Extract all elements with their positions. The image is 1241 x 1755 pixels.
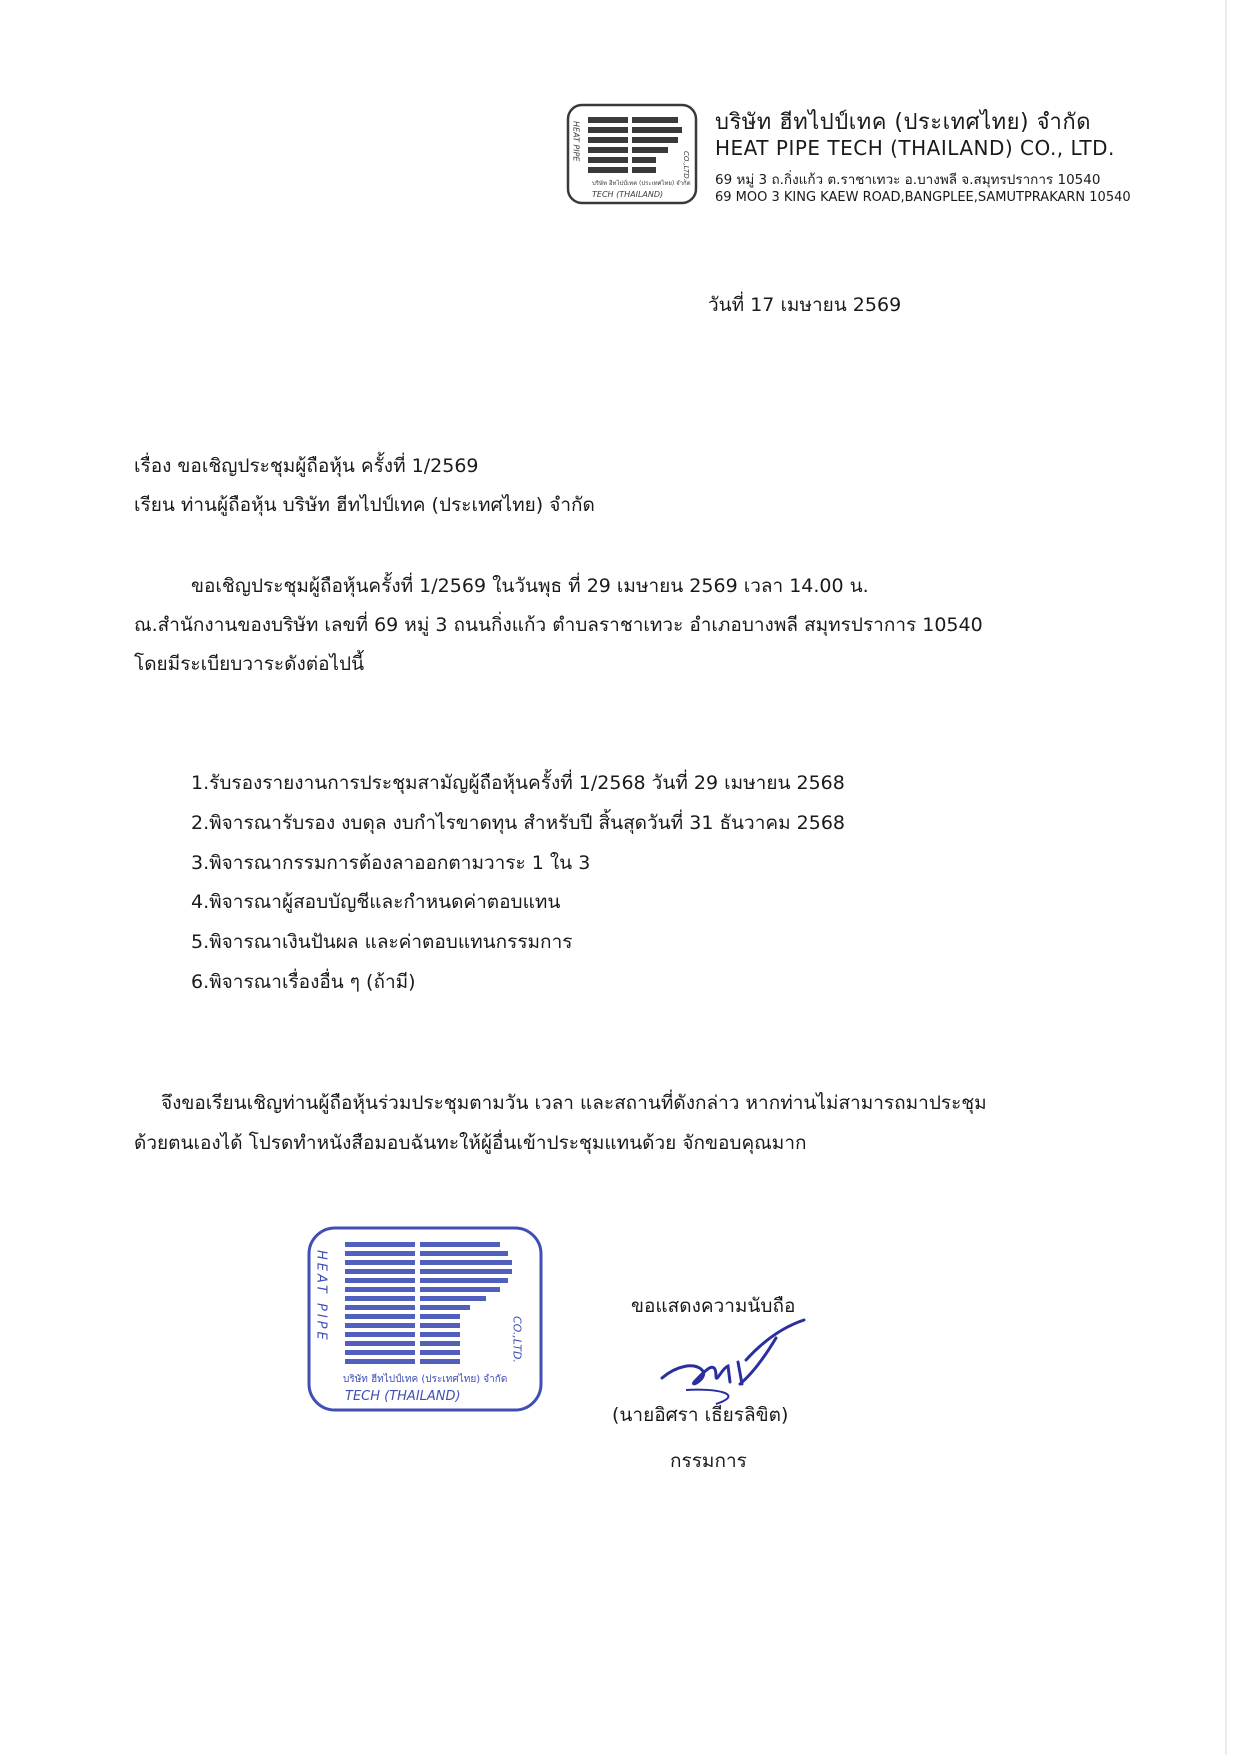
- letter-subject: เรื่อง ขอเชิญประชุมผู้ถือหุ้น ครั้งที่ 1/2569: [134, 455, 479, 477]
- agenda-item: 1.รับรองรายงานการประชุมสามัญผู้ถือหุ้นครั้งที่ 1/2568 วันที่ 29 เมษายน 2568: [191, 772, 845, 794]
- intro-line-2: ณ.สำนักงานของบริษัท เลขที่ 69 หมู่ 3 ถนนกิ่งแก้ว ตำบลราชาเทวะ อำเภอบางพลี สมุทรปราการ 10540: [134, 614, 983, 636]
- svg-text:บริษัท ฮีทไปป์เทค (ประเทศไทย): บริษัท ฮีทไปป์เทค (ประเทศไทย) จำกัด: [343, 1374, 508, 1385]
- closing-regards: ขอแสดงความนับถือ: [631, 1295, 796, 1317]
- company-logo: [562, 99, 702, 213]
- company-name-th: บริษัท ฮีทไปป์เทค (ประเทศไทย) จำกัด: [715, 110, 1091, 135]
- agenda-item: 5.พิจารณาเงินปันผล และค่าตอบแทนกรรมการ: [191, 931, 573, 953]
- closing-line-2: ด้วยตนเองได้ โปรดทำหนังสือมอบฉันทะให้ผู้อื่นเข้าประชุมแทนด้วย จักขอบคุณมาก: [134, 1132, 807, 1154]
- signer-name: (นายอิศรา เธียรลิขิต): [612, 1404, 789, 1426]
- agenda-item: 4.พิจารณาผู้สอบบัญชีและกำหนดค่าตอบแทน: [191, 891, 561, 913]
- svg-text:HEAT PIPE: HEAT PIPE: [313, 1250, 329, 1343]
- svg-text:HEAT PIPE: HEAT PIPE: [571, 121, 581, 162]
- svg-text:CO.,LTD.: CO.,LTD.: [682, 151, 690, 181]
- letter-recipient: เรียน ท่านผู้ถือหุ้น บริษัท ฮีทไปป์เทค (ประเทศไทย) จำกัด: [134, 494, 595, 516]
- intro-line-3: โดยมีระเบียบวาระดังต่อไปนี้: [134, 653, 365, 675]
- intro-line-1: ขอเชิญประชุมผู้ถือหุ้นครั้งที่ 1/2569 ในวันพุธ ที่ 29 เมษายน 2569 เวลา 14.00 น.: [191, 575, 869, 597]
- svg-text:TECH (THAILAND): TECH (THAILAND): [592, 190, 664, 199]
- agenda-item: 3.พิจารณากรรมการต้องลาออกตามวาระ 1 ใน 3: [191, 852, 591, 874]
- signer-title: กรรมการ: [670, 1450, 747, 1472]
- svg-text:TECH (THAILAND): TECH (THAILAND): [345, 1389, 461, 1404]
- company-address-en: 69 MOO 3 KING KAEW ROAD,BANGPLEE,SAMUTPRAKARN 10540: [715, 190, 1131, 205]
- company-name-en: HEAT PIPE TECH (THAILAND) CO., LTD.: [715, 136, 1115, 160]
- agenda-item: 2.พิจารณารับรอง งบดุล งบกำไรขาดทุน สำหรับปี สิ้นสุดวันที่ 31 ธันวาคม 2568: [191, 812, 845, 834]
- page-edge: [1225, 0, 1227, 1755]
- company-stamp: [305, 1224, 545, 1418]
- agenda-item: 6.พิจารณาเรื่องอื่น ๆ (ถ้ามี): [191, 971, 416, 993]
- svg-text:บริษัท ฮีทไปป์เทค (ประเทศไทย): บริษัท ฮีทไปป์เทค (ประเทศไทย) จำกัด: [592, 180, 691, 187]
- svg-text:CO.,LTD.: CO.,LTD.: [510, 1316, 524, 1363]
- letter-date: วันที่ 17 เมษายน 2569: [708, 294, 902, 316]
- closing-line-1: จึงขอเรียนเชิญท่านผู้ถือหุ้นร่วมประชุมตามวัน เวลา และสถานที่ดังกล่าว หากท่านไม่สามารถมาประชุม: [161, 1092, 987, 1114]
- company-address-th: 69 หมู่ 3 ถ.กิ่งแก้ว ต.ราชาเทวะ อ.บางพลี จ.สมุทรปราการ 10540: [715, 172, 1101, 188]
